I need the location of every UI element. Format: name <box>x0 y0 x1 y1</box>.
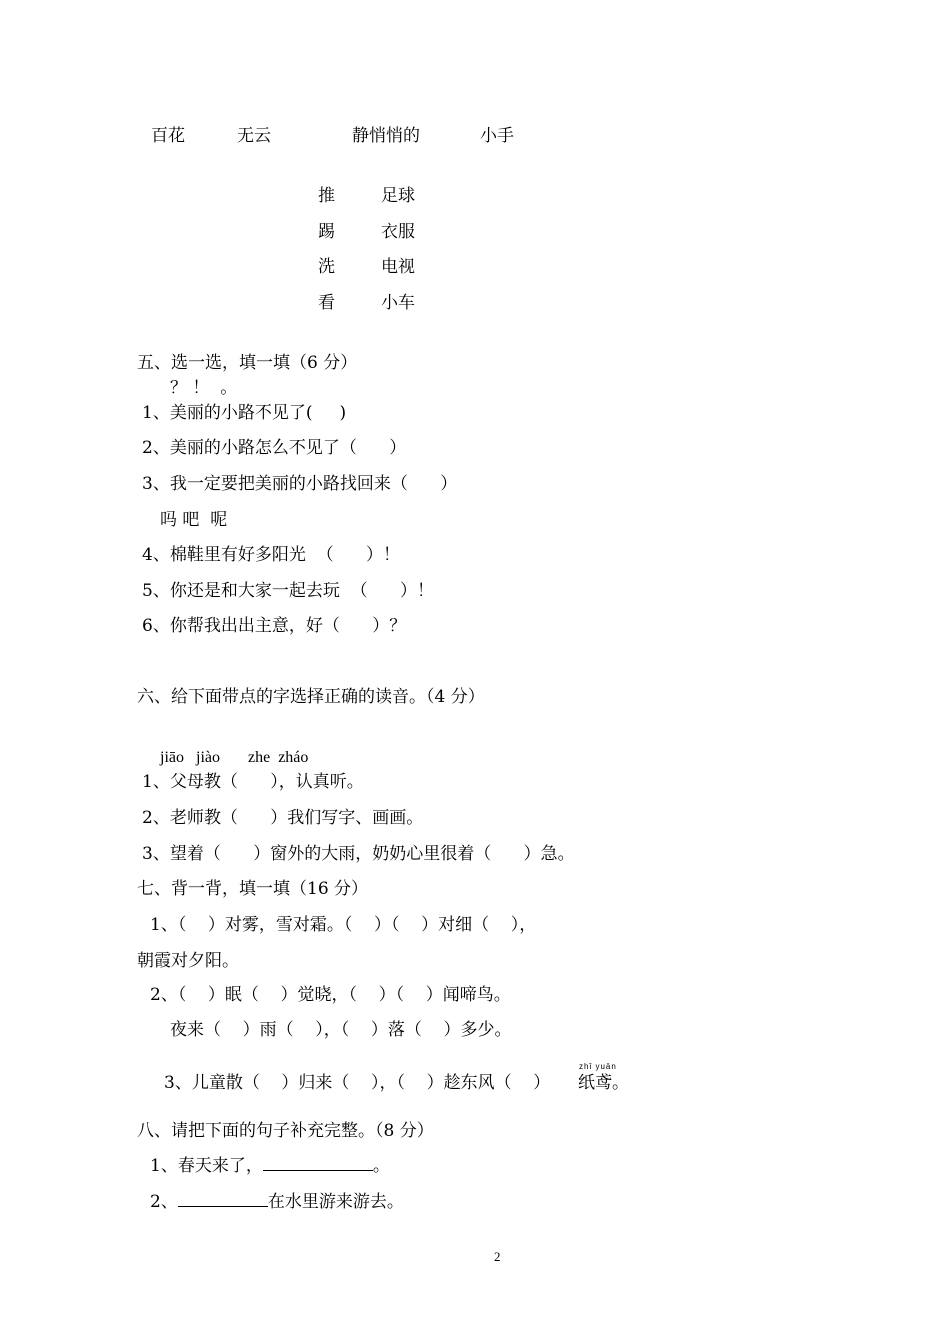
section8-q1-blank[interactable] <box>263 1168 373 1171</box>
section7-q3-line: 3、儿童散（ ）归来（ ），（ ）趁东风（ ） <box>164 1073 551 1093</box>
match-verb-xi: 洗 <box>318 257 335 277</box>
match-object-zuqiu: 足球 <box>381 186 415 206</box>
section8-q1-suffix: 。 <box>372 1156 390 1176</box>
page-number: 2 <box>494 1249 501 1264</box>
match-object-yifu: 衣服 <box>381 222 415 242</box>
section7-q1-line1: 1、（ ）对雾，雪对霜。（ ）（ ）对细（ ）， <box>150 915 537 935</box>
section6-pinyin-options: jiāo jiào zhe zháo <box>160 749 309 766</box>
match-verb-tui: 推 <box>318 186 335 206</box>
section5-q2: 2、美丽的小路怎么不见了（ ） <box>142 438 407 458</box>
match-verb-ti: 踢 <box>318 222 335 242</box>
section5-punct-options: ？ ！ 。 <box>170 378 238 398</box>
word-jingqiaoqiao: 静悄悄的 <box>352 126 420 146</box>
section8-q1 <box>150 1158 390 1175</box>
section6-q2: 2、老师教（ ）我们写字、画画。 <box>142 808 424 828</box>
match-object-dianshi: 电视 <box>381 257 415 277</box>
section8-q2-blank[interactable] <box>178 1204 268 1207</box>
section6-q1: 1、父母教（ ），认真听。 <box>142 772 364 792</box>
word-wuyun: 无云 <box>237 126 271 146</box>
section5-title: 五、选一选，填一填（6 分） <box>137 353 358 373</box>
section5-q3: 3、我一定要把美丽的小路找回来（ ） <box>142 474 458 494</box>
section5-q5: 5、你还是和大家一起去玩 （ ）！ <box>142 581 435 601</box>
section5-q1: 1、美丽的小路不见了( ) <box>142 403 347 423</box>
word-baihua: 百花 <box>151 126 185 146</box>
section7-q2-line1: 2、（ ）眠（ ）觉晓，（ ）（ ）闻啼鸟。 <box>150 985 511 1005</box>
word-xiaoshou: 小手 <box>480 126 514 146</box>
section7-title: 七、背一背，填一填（16 分） <box>137 879 369 899</box>
section6-q3: 3、望着（ ）窗外的大雨，奶奶心里很着（ ）急。 <box>142 844 575 864</box>
section7-q3-ruby: zhǐ yuān <box>579 1062 617 1071</box>
section5-q4: 4、棉鞋里有好多阳光 （ ）！ <box>142 545 401 565</box>
section8-q2-prefix: 2、 <box>150 1192 178 1212</box>
section8-q2 <box>150 1194 404 1211</box>
match-object-xiaoche: 小车 <box>381 293 415 313</box>
match-verb-kan: 看 <box>318 293 335 313</box>
section5-word-options: 吗 吧 呢 <box>160 510 228 530</box>
section7-q2-line2: 夜来（ ）雨（ ），（ ）落（ ）多少。 <box>170 1020 512 1040</box>
section8-title: 八、请把下面的句子补充完整。（8 分） <box>137 1121 434 1141</box>
section5-q6: 6、你帮我出出主意，好（ ）？ <box>142 616 407 636</box>
section7-q1-line2: 朝霞对夕阳。 <box>137 951 239 971</box>
section8-q2-suffix: 在水里游来游去。 <box>267 1192 404 1212</box>
section7-q3-word: 纸鸢。 <box>578 1073 629 1093</box>
section6-title: 六、给下面带点的字选择正确的读音。（4 分） <box>137 687 485 707</box>
section8-q1-prefix: 1、春天来了， <box>150 1156 263 1176</box>
